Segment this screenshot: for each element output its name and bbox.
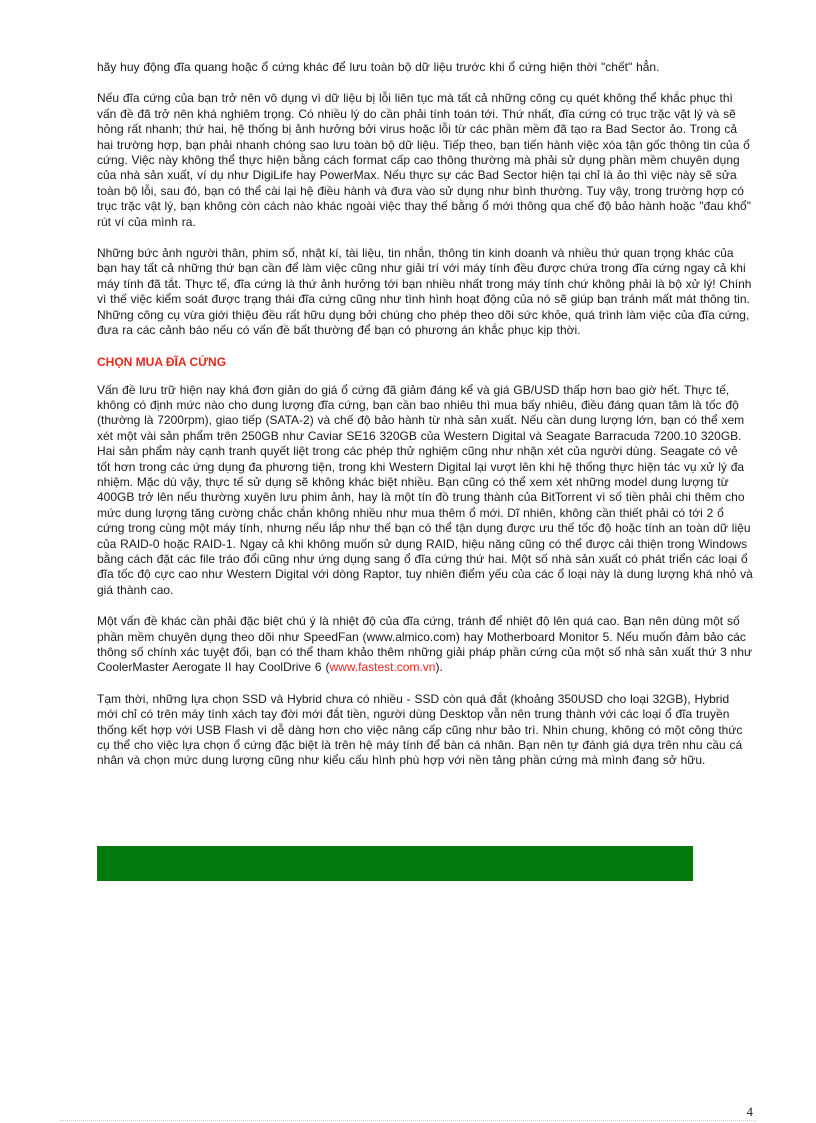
green-banner	[97, 846, 693, 881]
paragraph-5-end: ).	[435, 660, 443, 675]
paragraph-3: Những bức ảnh người thân, phim số, nhật kí, tài liệu, tin nhắn, thông tin kinh doanh và nhiều thứ quan trọng khác của bạn hay tất cả những thứ bạn cần để làm việc cũng như giải trí với máy tính đều được chứa trong đĩa cứng ngay cả khi máy tính đã tắt. Thực tế, đĩa cứng là thứ ảnh hưởng tới bạn nhiều nhất trong máy tính chứ không phải là bộ xử lý! Chính vì thế việc kiểm soát được trạng thái đĩa cứng cũng như tình hình hoạt động của nó sẽ giúp bạn tránh mất mát thông tin. Những công cụ vừa giới thiệu đều rất hữu dụng bởi chúng cho phép theo dõi sức khỏe, quá trình làm việc của đĩa cứng, đưa ra các cảnh báo nếu có vấn đề bất thường để bạn có phương án khắc phục kịp thời.	[97, 246, 752, 338]
paragraph-5	[97, 614, 753, 676]
section-heading: CHỌN MUA ĐĨA CỨNG	[97, 354, 227, 369]
paragraph-1: hãy huy động đĩa quang hoặc ổ cứng khác để lưu toàn bộ dữ liệu trước khi ổ cứng hiện thời "chết" hẳn.	[97, 60, 660, 74]
fastest-link[interactable]: www.fastest.com.vn	[329, 660, 436, 675]
paragraph-4: Vấn đề lưu trữ hiện nay khá đơn giản do giá ổ cứng đã giảm đáng kể và giá GB/USD thấp hơn bao giờ hết. Thực tế, không có định mức nào cho dung lượng đĩa cứng, bạn cần bao nhiêu thì mua bấy nhiêu, điều đáng quan tâm là tốc độ (thường là 7200rpm), giao tiếp (SATA-2) và chế độ bảo hành từ nhà sản xuất. Nếu cần dung lượng lớn, bạn có thể xem xét một vài sản phẩm trên 250GB như Caviar SE16 320GB của Western Digital và Seagate Barracuda 7200.10 320GB. Hai sản phẩm này cạnh tranh quyết liệt trong các phép thử nghiệm cũng như nhận xét của người dùng. Seagate có vẻ tốt hơn trong các ứng dụng đa phương tiện, trong khi Western Digital lại vượt lên khi hệ thống thực hiện tác vụ xử lý đa nhiệm. Mặc dù vậy, thực tế sử dụng sẽ không khác biệt nhiều. Bạn cũng có thể xem xét những model dung lượng từ 400GB trở lên nếu thường xuyên lưu phim ảnh, hay là một tín đồ trung thành của BitTorrent vì số tiền phải chi thêm cho mức dung lượng tăng cường chắc chắn không nhiều như mua thêm ổ mới. Dĩ nhiên, không cần thiết phải có tới 2 ổ cứng trong cùng một máy tính, nhưng nếu lắp như thế bạn có thể tận dụng được ưu thế tốc độ hoặc tính an toàn dữ liệu của RAID-0 hoặc RAID-1. Ngay cả khi không muốn sử dụng RAID, hiệu năng cũng có thể được cải thiện trong Windows bằng cách đặt các file tráo đổi cũng như ứng dụng sang ổ đĩa cứng thứ hai. Một số nhà sản xuất có phát triển các loại ổ đĩa tốc độ cực cao như Western Digital với dòng Raptor, tuy nhiên điểm yếu của các ổ loại này là dung lượng khá nhỏ và giá thành cao.	[97, 382, 753, 597]
document-body	[97, 60, 753, 785]
paragraph-6: Tạm thời, những lựa chọn SSD và Hybrid chưa có nhiều - SSD còn quá đắt (khoảng 350USD cho loại 32GB), Hybrid mới chỉ có trên máy tính xách tay đời mới đắt tiền, người dùng Desktop vẫn nên trung thành với các loại ổ đĩa truyền thống kết hợp với USB Flash vì dễ dàng hơn cho việc nâng cấp cũng như bảo trì. Nhìn chung, không có một công thức cụ thể cho việc lựa chọn ổ cứng đặc biệt là trên hệ máy tính để bàn cá nhân. Bạn nên tự đánh giá dựa trên nhu cầu cá nhân và chọn mức dung lượng cũng như kiểu cấu hình phù hợp với nền tảng phần cứng mà mình đang sở hữu.	[97, 691, 743, 768]
paragraph-2: Nếu đĩa cứng của bạn trở nên vô dụng vì dữ liệu bị lỗi liên tục mà tất cả những công cụ quét không thể khắc phục thì vấn đề đã trở nên khá nghiêm trọng. Có nhiều lý do cần phải tính toán tới. Thứ nhất, đĩa cứng có trục trặc vật lý và sẽ hỏng rất nhanh; thứ hai, hệ thống bị ảnh hưởng bởi virus hoặc lỗi từ các phần mềm đã tạo ra Bad Sector ảo. Trong cả hai trường hợp, bạn phải nhanh chóng sao lưu toàn bộ dữ liệu. Tiếp theo, bạn tiến hành việc xóa tận gốc thông tin của ổ cứng. Việc này không thể thực hiện bằng cách format cấp cao thông thường mà phải sử dụng phần mềm chuyên dụng của nhà sản xuất, ví dụ như DigiLife hay PowerMax. Nếu thực sự các Bad Sector hiện tại chỉ là ảo thì việc này sẽ sửa toàn bộ lỗi, sau đó, bạn có thể cài lại hệ điều hành và đưa vào sử dụng như bình thường. Tuy vậy, trong trường hợp có trục trặc vật lý, bạn không còn cách nào khác ngoài việc thay thế bằng ổ mới thông qua chế độ bảo hành hoặc "đau khổ" rút ví của mình ra.	[97, 91, 751, 229]
paragraph-5-text: Một vấn đề khác cần phải đặc biệt chú ý là nhiệt độ của đĩa cứng, tránh để nhiệt độ lên quá cao. Bạn nên dùng một số phần mềm chuyên dụng theo dõi như SpeedFan (www.almico.com) hay Motherboard Monitor 5. Nếu muốn đảm bảo các thông số chính xác tuyệt đối, bạn có thể tham khảo thêm những giải pháp phần cứng của một số nhà sản xuất thứ 3 như CoolerMaster Aerogate II hay CoolDrive 6 (	[97, 614, 753, 675]
footer-divider	[60, 1120, 756, 1121]
page-number: 4	[746, 1104, 753, 1119]
